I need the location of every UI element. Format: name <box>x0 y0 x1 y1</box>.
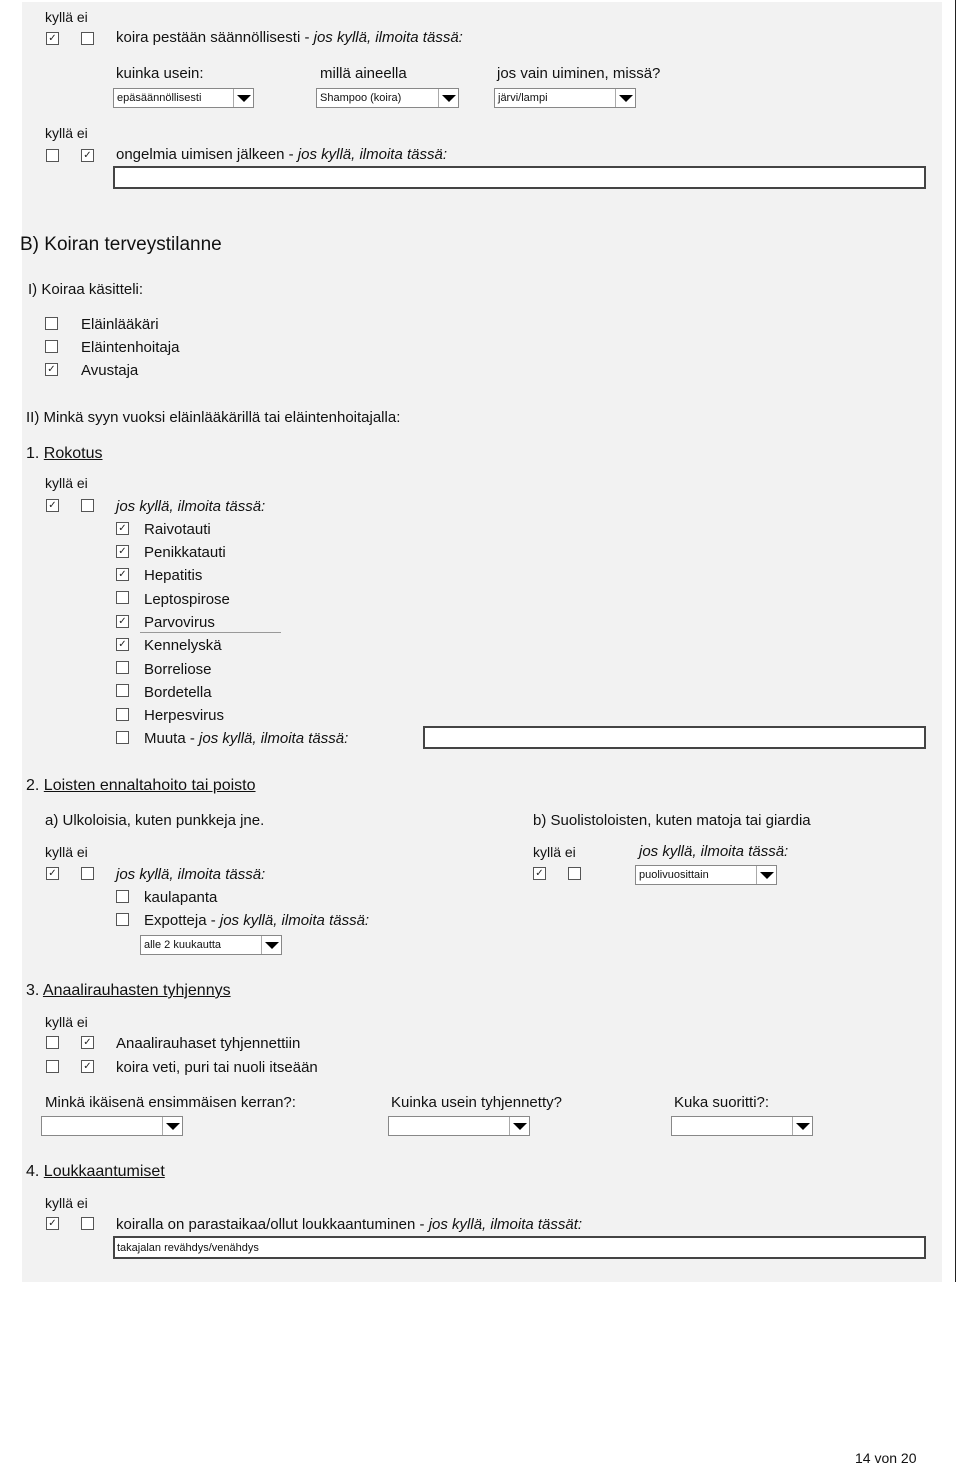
first-age-select[interactable] <box>41 1116 183 1136</box>
yes-no-header: kyllä ei <box>45 9 88 25</box>
swim-location-select[interactable] <box>494 88 636 108</box>
spot-on-select[interactable] <box>140 935 282 955</box>
vaccine-other-ifyes: jos kyllä, ilmoita tässä: <box>199 730 349 747</box>
washing-no-checkbox[interactable] <box>81 32 94 45</box>
agent-label: millä aineella <box>320 65 407 82</box>
swim-problems-question <box>116 146 447 164</box>
external-yes-checkbox[interactable]: ✓ <box>46 867 59 880</box>
vaccine-parvo-checkbox[interactable]: ✓ <box>116 615 129 628</box>
vaccine-lepto-label: Leptospirose <box>144 591 230 608</box>
internal-no-checkbox[interactable] <box>568 867 581 880</box>
vaccine-other-label: Muuta - <box>144 730 200 747</box>
injuries-field[interactable] <box>113 1236 926 1259</box>
anal-emptied-yes-checkbox[interactable] <box>46 1036 59 1049</box>
how-often-select[interactable] <box>113 88 254 108</box>
chevron-down-icon <box>233 89 253 107</box>
vaccine-other-field[interactable] <box>423 726 926 749</box>
washing-question <box>116 29 463 47</box>
anal-licking-yes-checkbox[interactable] <box>46 1060 59 1073</box>
handler-nurse-label: Eläintenhoitaja <box>81 339 180 356</box>
how-often-value: epäsäännöllisesti <box>117 92 202 104</box>
agent-select[interactable] <box>316 88 459 108</box>
swim-location-label: jos vain uiminen, missä? <box>497 65 661 82</box>
chevron-down-icon <box>162 1117 182 1135</box>
handler-title: I) Koiraa käsitteli: <box>28 281 144 298</box>
reason-title: II) Minkä syyn vuoksi eläinlääkärillä tai eläintenhoitajalla: <box>26 409 401 426</box>
swim-location-value: järvi/lampi <box>498 92 548 104</box>
injuries-heading <box>26 1163 165 1181</box>
swim-problems-no-checkbox[interactable]: ✓ <box>81 149 94 162</box>
parasites-title: Loisten ennaltahoito tai poisto <box>43 777 256 794</box>
injuries-title: Loukkaantumiset <box>43 1163 165 1180</box>
injuries-question <box>116 1216 582 1234</box>
how-often-label: kuinka usein: <box>116 65 204 82</box>
vaccination-num: 1. <box>26 445 44 462</box>
divider <box>140 632 281 633</box>
handler-nurse-checkbox[interactable] <box>45 340 58 353</box>
internal-frequency-value: puolivuosittain <box>639 869 709 881</box>
swim-problems-ifyes: jos kyllä, ilmoita tässä: <box>297 146 447 163</box>
chevron-down-icon <box>756 866 776 884</box>
parasites-num: 2. <box>26 777 44 794</box>
vaccine-herpes-checkbox[interactable] <box>116 708 129 721</box>
vaccine-other-question <box>144 730 348 748</box>
anal-licking-label: koira veti, puri tai nuoli itseään <box>116 1059 318 1076</box>
vaccine-parvo-label: Parvovirus <box>144 614 215 631</box>
section-b-title: B) Koiran terveystilanne <box>20 234 222 255</box>
spot-on-checkbox[interactable] <box>116 913 129 926</box>
external-ifyes: jos kyllä, ilmoita tässä: <box>116 866 266 883</box>
vaccine-herpes-label: Herpesvirus <box>144 707 225 724</box>
vaccine-borreliose-label: Borreliose <box>144 661 212 678</box>
vaccination-yes-checkbox[interactable]: ✓ <box>46 499 59 512</box>
page-border-line <box>955 0 956 1282</box>
vaccine-distemper-checkbox[interactable]: ✓ <box>116 545 129 558</box>
injuries-label: koiralla on parastaikaa/ollut loukkaantuminen - <box>116 1216 429 1233</box>
internal-ifyes: jos kyllä, ilmoita tässä: <box>639 843 789 860</box>
performer-label: Kuka suoritti?: <box>674 1094 770 1111</box>
yes-no-header: kyllä ei <box>45 475 88 491</box>
vaccine-kennel-label: Kennelyskä <box>144 637 222 654</box>
yes-no-header: kyllä ei <box>45 125 88 141</box>
chevron-down-icon <box>261 936 281 954</box>
swim-problems-yes-checkbox[interactable] <box>46 149 59 162</box>
chevron-down-icon <box>792 1117 812 1135</box>
injuries-value: takajalan revähdys/venähdys <box>117 1242 259 1254</box>
vaccine-distemper-label: Penikkatauti <box>144 544 226 561</box>
vaccination-heading <box>26 443 103 465</box>
frequency-select[interactable] <box>388 1116 530 1136</box>
page-number: 14 von 20 <box>855 1450 917 1466</box>
handler-vet-checkbox[interactable] <box>45 317 58 330</box>
external-parasites-title: a) Ulkoloisia, kuten punkkeja jne. <box>45 812 265 829</box>
spot-on-value: alle 2 kuukautta <box>144 939 222 951</box>
chevron-down-icon <box>509 1117 529 1135</box>
washing-ifyes: jos kyllä, ilmoita tässä: <box>313 29 463 46</box>
washing-yes-checkbox[interactable]: ✓ <box>46 32 59 45</box>
yes-no-header: kyllä ei <box>533 844 576 860</box>
vaccine-bordetella-label: Bordetella <box>144 684 212 701</box>
vaccine-lepto-checkbox[interactable] <box>116 591 129 604</box>
injuries-no-checkbox[interactable] <box>81 1217 94 1230</box>
handler-assistant-label: Avustaja <box>81 362 139 379</box>
performer-select[interactable] <box>671 1116 813 1136</box>
anal-title: Anaalirauhasten tyhjennys <box>42 982 231 999</box>
anal-num: 3. <box>26 982 43 999</box>
anal-emptied-label: Anaalirauhaset tyhjennettiin <box>116 1035 301 1052</box>
vaccine-rabies-label: Raivotauti <box>144 521 211 538</box>
spot-on-question <box>144 912 369 930</box>
vaccine-other-checkbox[interactable] <box>116 731 129 744</box>
internal-parasites-title: b) Suolistoloisten, kuten matoja tai giardia <box>533 812 811 829</box>
spot-on-label: Expotteja - <box>144 912 220 929</box>
collar-checkbox[interactable] <box>116 890 129 903</box>
yes-no-header: kyllä ei <box>45 1195 88 1211</box>
vaccination-title: Rokotus <box>43 445 103 462</box>
vaccine-borreliose-checkbox[interactable] <box>116 661 129 674</box>
chevron-down-icon <box>438 89 458 107</box>
vaccination-ifyes: jos kyllä, ilmoita tässä: <box>116 498 266 515</box>
anal-licking-no-checkbox[interactable]: ✓ <box>81 1060 94 1073</box>
agent-value: Shampoo (koira) <box>320 92 402 104</box>
yes-no-header: kyllä ei <box>45 1014 88 1030</box>
handler-vet-label: Eläinlääkäri <box>81 316 159 333</box>
internal-frequency-select[interactable] <box>635 865 777 885</box>
yes-no-header: kyllä ei <box>45 844 88 860</box>
vaccine-rabies-checkbox[interactable]: ✓ <box>116 522 129 535</box>
first-age-label: Minkä ikäisenä ensimmäisen kerran?: <box>45 1094 296 1111</box>
vaccine-hepatitis-checkbox[interactable]: ✓ <box>116 568 129 581</box>
vaccine-kennel-checkbox[interactable]: ✓ <box>116 638 129 651</box>
vaccine-bordetella-checkbox[interactable] <box>116 684 129 697</box>
external-no-checkbox[interactable] <box>81 867 94 880</box>
anal-heading <box>26 982 231 1000</box>
handler-assistant-checkbox[interactable]: ✓ <box>45 363 58 376</box>
chevron-down-icon <box>615 89 635 107</box>
anal-emptied-no-checkbox[interactable]: ✓ <box>81 1036 94 1049</box>
parasites-heading <box>26 777 256 795</box>
injuries-num: 4. <box>26 1163 44 1180</box>
injuries-ifyes: jos kyllä, ilmoita tässät: <box>428 1216 583 1233</box>
collar-label: kaulapanta <box>144 889 218 906</box>
swim-problems-label: ongelmia uimisen jälkeen - <box>116 146 298 163</box>
vaccine-hepatitis-label: Hepatitis <box>144 567 203 584</box>
frequency-label: Kuinka usein tyhjennetty? <box>391 1094 562 1111</box>
internal-yes-checkbox[interactable]: ✓ <box>533 867 546 880</box>
injuries-yes-checkbox[interactable]: ✓ <box>46 1217 59 1230</box>
vaccination-no-checkbox[interactable] <box>81 499 94 512</box>
swim-problems-field[interactable] <box>113 166 926 189</box>
washing-label: koira pestään säännöllisesti - <box>116 29 314 46</box>
spot-on-ifyes: jos kyllä, ilmoita tässä: <box>219 912 370 929</box>
